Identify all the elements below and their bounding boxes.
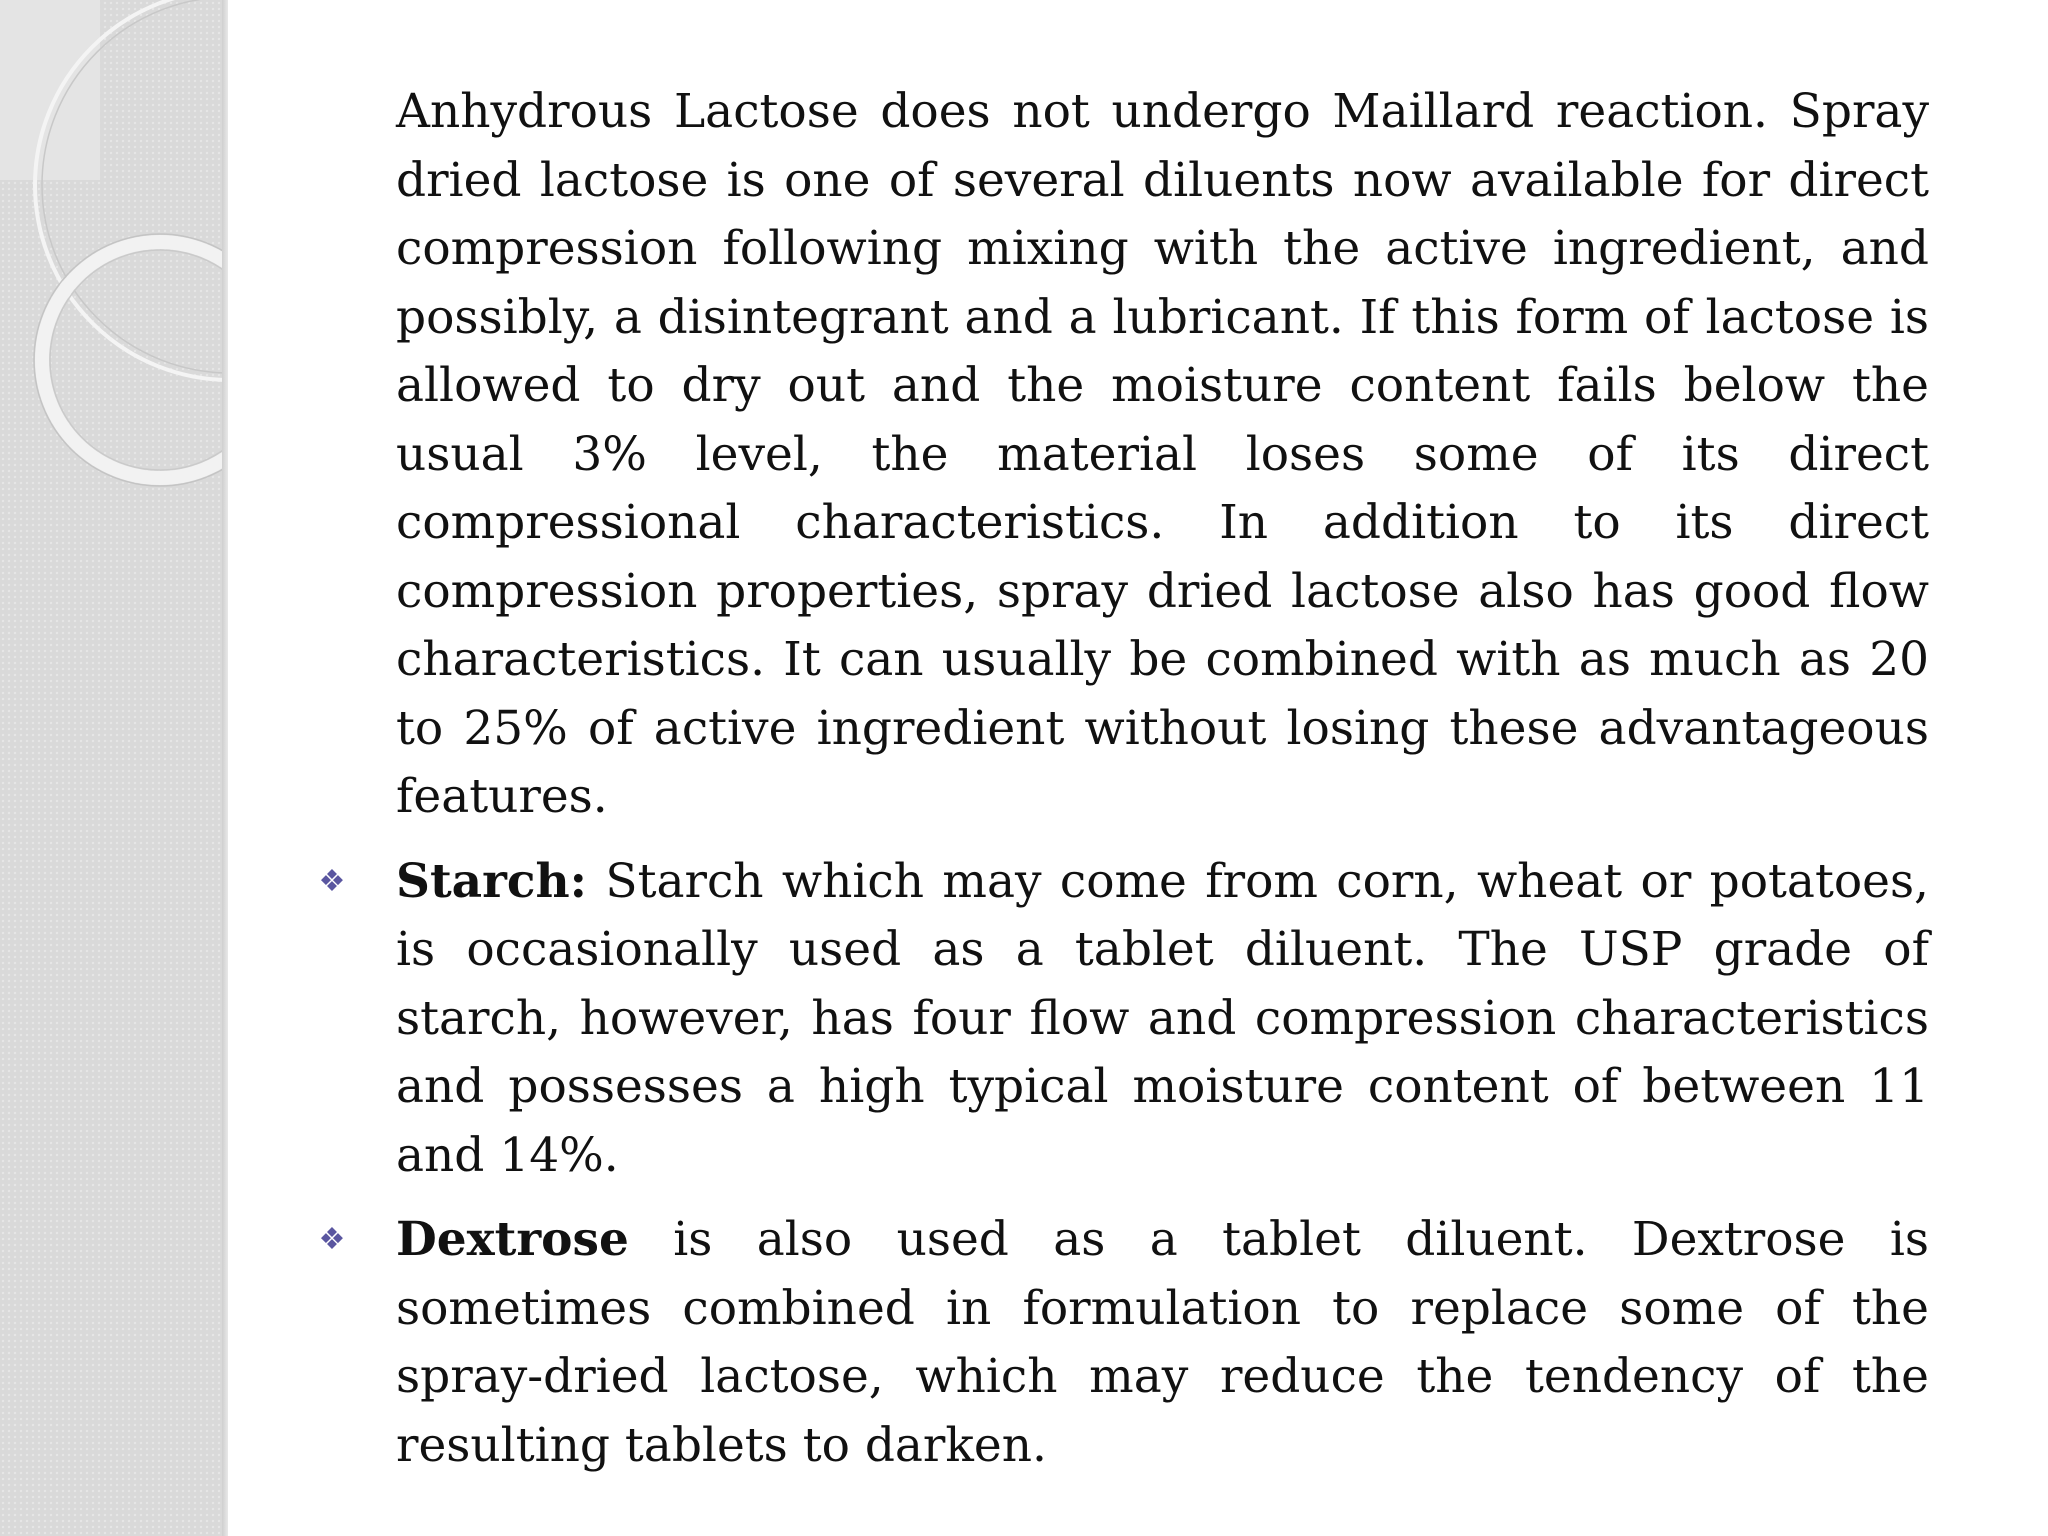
decorative-ring-small (42, 242, 228, 478)
diamond-bullet-icon: ❖ (318, 1222, 346, 1257)
bullet-text: is also used as a tablet diluent. Dextrose is sometimes combined in formulation to replace some of the spray-dried lactose, which may reduce the tendency of the resulting tablets to darken. (396, 1212, 1929, 1473)
bullet-item-starch (318, 848, 1929, 1191)
bullet-term: Starch: (396, 853, 588, 909)
bullet-term: Dextrose (396, 1212, 629, 1267)
diamond-bullet-icon: ❖ (318, 863, 346, 899)
bullet-item-dextrose (318, 1206, 1929, 1480)
slide-body (318, 78, 1929, 1480)
intro-paragraph: Anhydrous Lactose does not undergo Maillard reaction. Spray dried lactose is one of several diluents now available for direct compression following mixing with the active ingredient, and possibly, a disintegrant and a lubricant. If this form of lactose is allowed to dry out and the moisture content fails below the usual 3% level, the material loses some of its direct compressional characteristics. In addition to its direct compression properties, spray dried lactose also has good flow characteristics. It can usually be combined with as much as 20 to 25% of active ingredient without losing these advantageous features. (396, 84, 1929, 824)
bullet-text: Starch which may come from corn, wheat or potatoes, is occasionally used as a tablet diluent. The USP grade of starch, however, has four flow and compression characteristics and possesses a high typical moisture content of between 11 and 14%. (396, 853, 1929, 1183)
decorative-rings (0, 0, 228, 1536)
decorative-panel (0, 0, 100, 180)
band-edge (222, 0, 228, 1536)
decorative-side-band (0, 0, 228, 1536)
